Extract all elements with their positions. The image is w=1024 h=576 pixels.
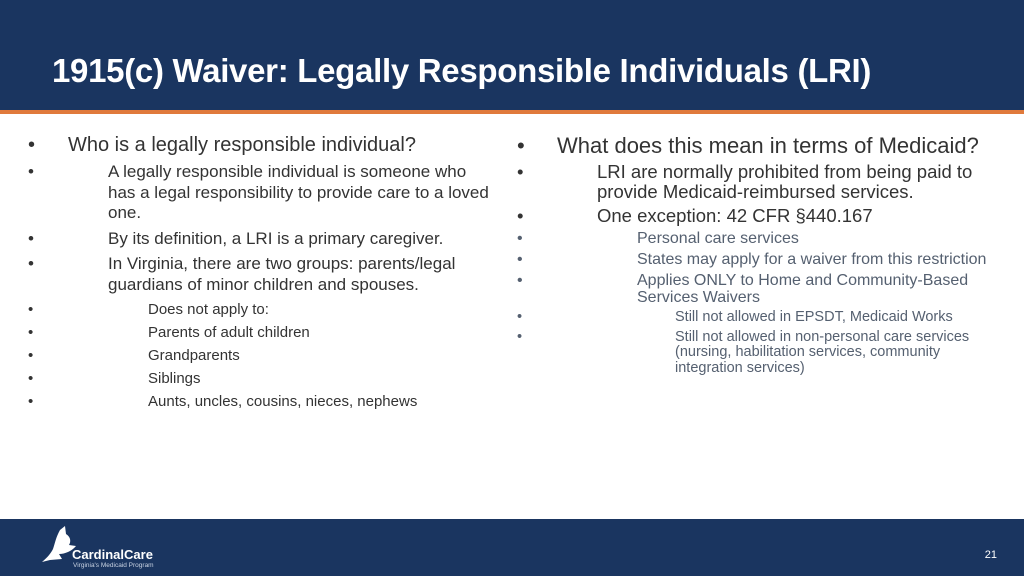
lri-prohibited-bullet: • LRI are normally prohibited from being paid to provide Medicaid-reimbursed services.	[533, 162, 993, 202]
exclusion-item: • Aunts, uncles, cousins, nieces, nephews	[44, 392, 494, 411]
virginia-groups-bullet: • In Virginia, there are two groups: parents/legal guardians of minor children and spouses.	[44, 254, 494, 295]
header-accent-rule	[0, 110, 1024, 114]
exception-bullet: • One exception: 42 CFR §440.167	[533, 206, 993, 226]
waiver-apply-bullet: • States may apply for a waiver from this restriction	[533, 251, 993, 268]
exclusion-item: • Grandparents	[44, 346, 494, 365]
page-number: 21	[984, 549, 997, 561]
non-personal-care-note-bullet: • Still not allowed in non-personal care services (nursing, habilitation services, community integration services)	[533, 330, 993, 377]
exclusion-item: • Siblings	[44, 369, 494, 388]
left-column	[44, 134, 494, 415]
epsdt-note-bullet: • Still not allowed in EPSDT, Medicaid Works	[533, 310, 993, 326]
left-bullet-list	[44, 134, 494, 411]
slide-title: 1915(c) Waiver: Legally Responsible Individuals (LRI)	[52, 52, 872, 89]
right-bullet-list	[533, 134, 993, 376]
right-question: • What does this mean in terms of Medicaid?	[533, 134, 993, 158]
personal-care-bullet: • Personal care services	[533, 230, 993, 247]
lri-definition-bullet: • A legally responsible individual is someone who has a legal responsibility to provide care to a loved one.	[44, 162, 494, 224]
does-not-apply-bullet: • Does not apply to:	[44, 300, 494, 319]
right-column	[533, 134, 993, 380]
exclusion-item: • Parents of adult children	[44, 323, 494, 342]
logo-name: CardinalCare	[72, 547, 153, 562]
hcbs-only-bullet: • Applies ONLY to Home and Community-Based Services Waivers	[533, 272, 993, 306]
left-question: • Who is a legally responsible individual?	[44, 134, 494, 157]
primary-caregiver-bullet: • By its definition, a LRI is a primary caregiver.	[44, 229, 494, 250]
logo-tagline: Virginia's Medicaid Program	[73, 562, 154, 569]
